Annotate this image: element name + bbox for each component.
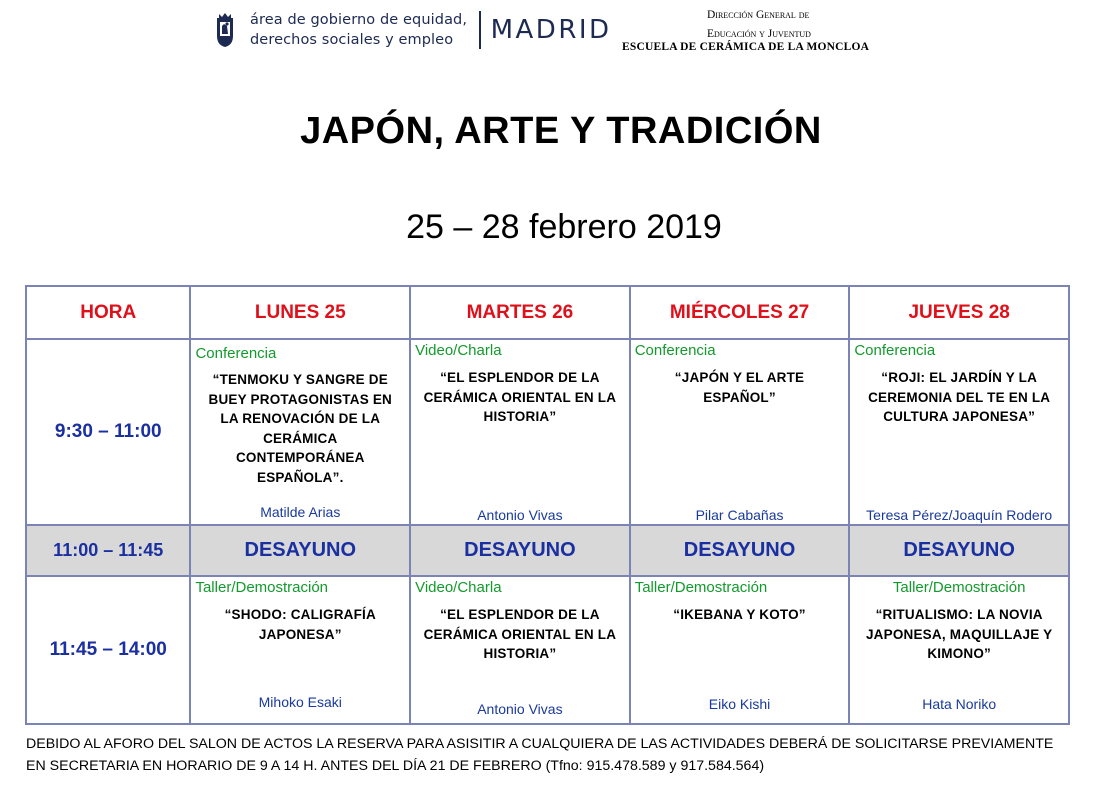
area-line-1: área de gobierno de equidad, [250, 12, 468, 28]
school-name: ESCUELA DE CERÁMICA DE LA MONCLOA [622, 41, 870, 53]
time-slot: 11:45 – 14:00 [26, 576, 190, 724]
break-label: DESAYUNO [630, 525, 850, 576]
activity-speaker: Eiko Kishi [708, 696, 771, 712]
activity-cell [849, 576, 1069, 724]
page-title: JAPÓN, ARTE Y TRADICIÓN [300, 110, 822, 152]
activity-type: Taller/Demostración [634, 579, 768, 596]
logo-divider [479, 11, 481, 49]
area-line-2: derechos sociales y empleo [250, 32, 454, 48]
activity-type: Conferencia [195, 345, 277, 362]
activity-title: “EL ESPLENDOR DE LA CERÁMICA ORIENTAL EN LA HISTORIA” [423, 370, 617, 424]
activity-speaker: Antonio Vivas [477, 701, 563, 717]
activity-speaker: Antonio Vivas [477, 507, 563, 523]
activity-title: “TENMOKU Y SANGRE DE BUEY PROTAGONISTAS EN LA RENOVACIÓN DE LA CERÁMICA CONTEMPORÁNEA ESPAÑOLA”. [208, 372, 393, 485]
activity-type: Taller/Demostración [195, 579, 329, 596]
header-jueves: JUEVES 28 [849, 286, 1069, 339]
activity-title: “JAPÓN Y EL ARTE ESPAÑOL” [674, 370, 805, 405]
activity-title: “RITUALISMO: LA NOVIA JAPONESA, MAQUILLAJE Y KIMONO” [865, 607, 1053, 661]
table-row [26, 576, 1069, 724]
activity-speaker: Matilde Arias [260, 504, 341, 520]
city-name: MADRID [490, 15, 612, 45]
directorate-line-2: Educación y Juventud [707, 28, 811, 40]
activity-type: Taller/Demostración [892, 579, 1026, 596]
table-row [26, 339, 1069, 525]
header-miercoles: MIÉRCOLES 27 [630, 286, 850, 339]
activity-speaker: Teresa Pérez/Joaquín Rodero [866, 507, 1053, 523]
header-lunes: LUNES 25 [190, 286, 410, 339]
activity-cell [630, 339, 850, 525]
activity-title: “ROJI: EL JARDÍN Y LA CEREMONIA DEL TE EN LA CULTURA JAPONESA” [868, 370, 1051, 424]
time-slot: 11:00 – 11:45 [26, 525, 190, 576]
table-header-row [26, 286, 1069, 339]
schedule-table [25, 285, 1070, 725]
activity-cell [630, 576, 850, 724]
directorate-block [622, 6, 902, 54]
activity-title: “SHODO: CALIGRAFÍA JAPONESA” [224, 607, 376, 642]
event-dates: 25 – 28 febrero 2019 [406, 208, 722, 246]
activity-speaker: Mihoko Esaki [258, 694, 342, 710]
activity-type: Video/Charla [415, 579, 502, 596]
activity-type: Video/Charla [415, 342, 502, 359]
header-hora: HORA [26, 286, 190, 339]
break-label: DESAYUNO [849, 525, 1069, 576]
activity-cell [190, 576, 410, 724]
madrid-crest-icon [214, 12, 236, 48]
area-text [250, 10, 467, 50]
reservation-note: DEBIDO AL AFORO DEL SALON DE ACTOS LA RESERVA PARA ASISITIR A CUALQUIERA DE LAS ACTIVIDADES DEBERÁ DE SOLICITARSE PREVIAMENTE EN SECRETARIA EN HORARIO DE 9 A 14 H. ANTES DEL DÍA 21 DE FEBRERO (Tfno: 915.478.589 y 917.584.564) [26, 736, 1054, 774]
activity-title: “IKEBANA Y KOTO” [673, 607, 806, 622]
header-martes: MARTES 26 [410, 286, 630, 339]
activity-cell [410, 339, 630, 525]
activity-type: Conferencia [634, 342, 716, 359]
break-label: DESAYUNO [410, 525, 630, 576]
activity-speaker: Hata Noriko [922, 696, 997, 712]
activity-cell [410, 576, 630, 724]
activity-cell [849, 339, 1069, 525]
time-slot: 9:30 – 11:00 [26, 339, 190, 525]
activity-speaker: Pilar Cabañas [695, 507, 784, 523]
city-logo [214, 10, 612, 50]
directorate-line-1: Dirección General de [707, 9, 810, 21]
break-label: DESAYUNO [190, 525, 410, 576]
activity-title: “EL ESPLENDOR DE LA CERÁMICA ORIENTAL EN LA HISTORIA” [423, 607, 617, 661]
table-row-break [26, 525, 1069, 576]
activity-cell [190, 339, 410, 525]
activity-type: Conferencia [854, 342, 936, 359]
